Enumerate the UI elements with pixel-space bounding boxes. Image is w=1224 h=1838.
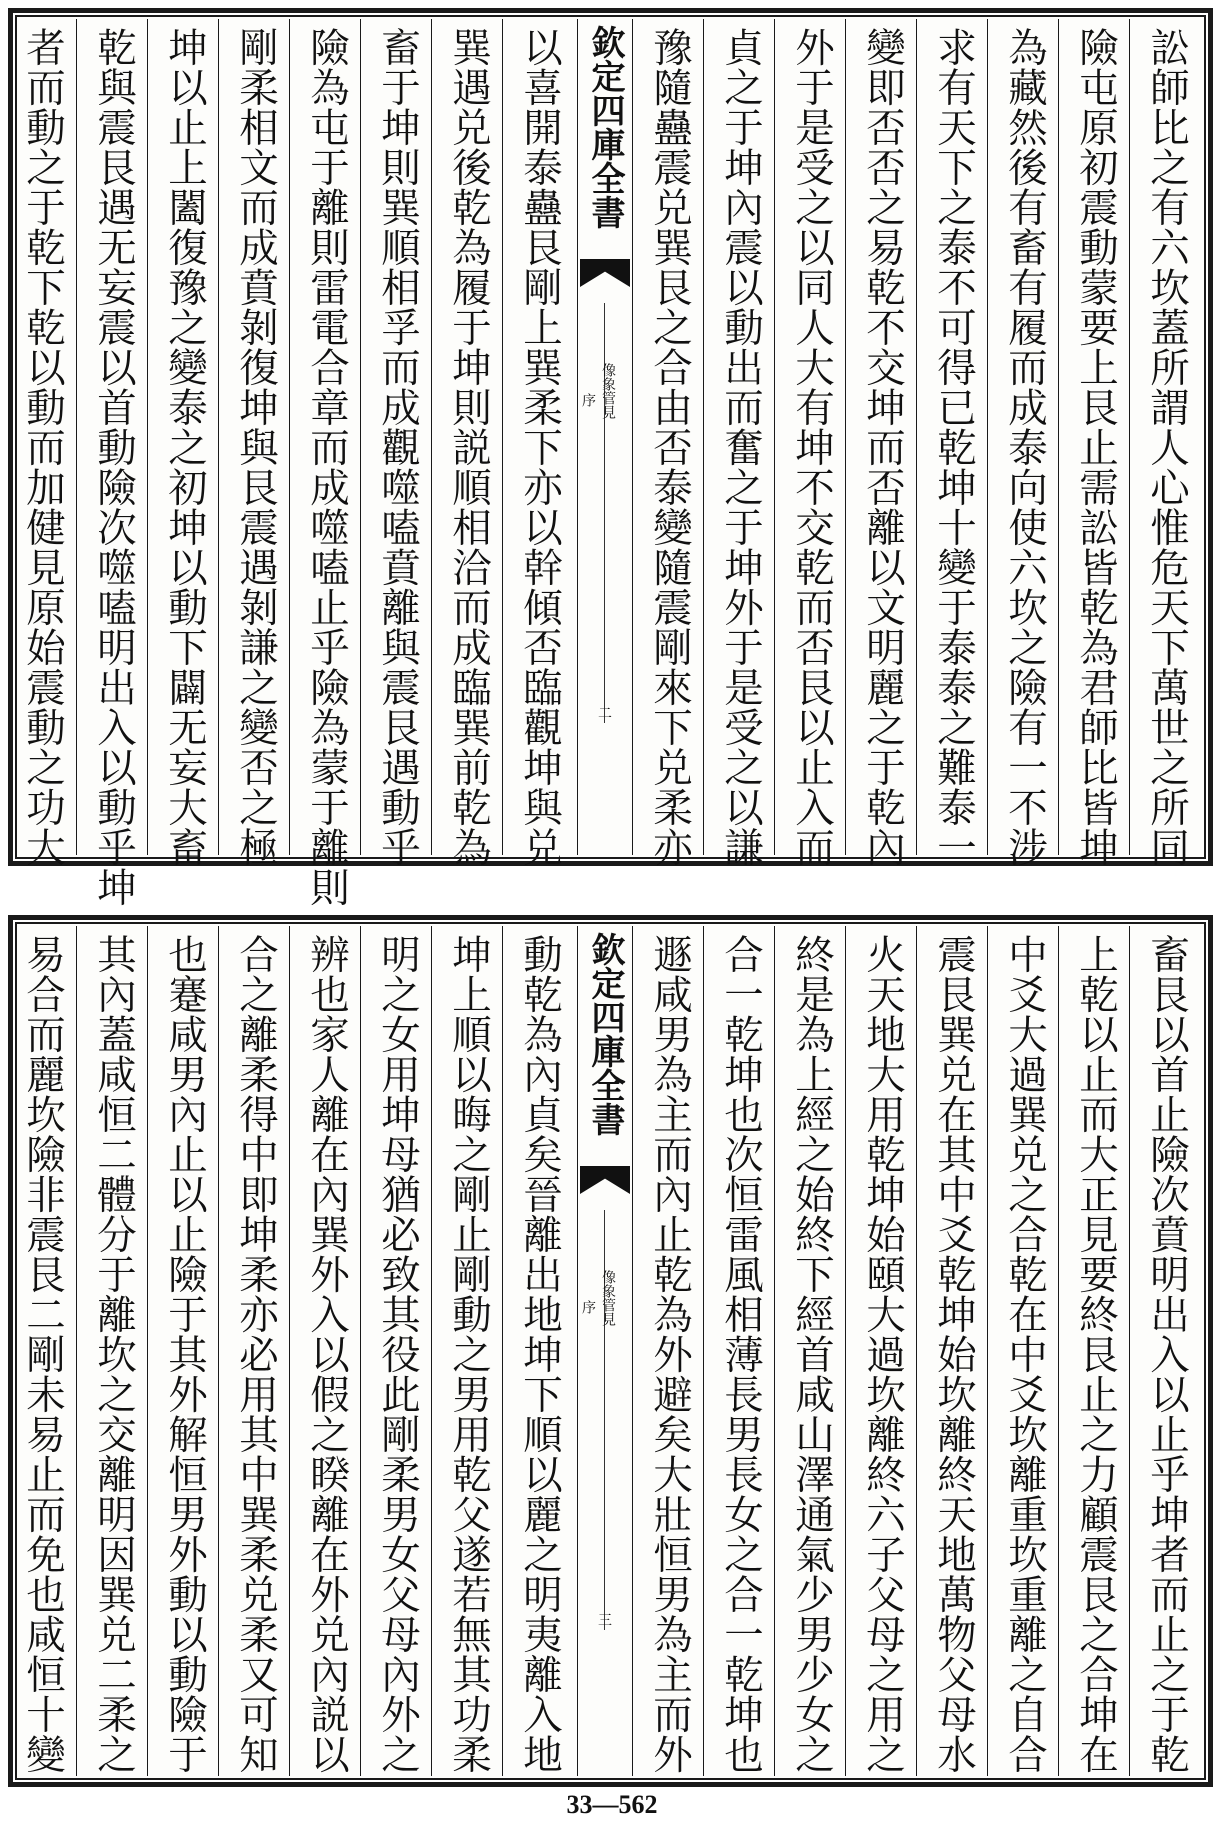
column-rule [774,19,775,855]
text-column: 易合而麗坎險非震艮二剛未易止而免也咸恒十變 [20,934,66,1774]
column-rule [218,19,219,855]
section-title: 像象管見 [600,363,616,419]
text-column: 訟師比之有六坎蓋所謂人心惟危天下萬世之所同 [1144,27,1190,867]
text-column: 辨也家人離在內巽外入以假之睽離在外兑內説以 [304,934,350,1774]
text-column: 者而動之于乾下乾以動而加健見原始震動之功大 [20,27,66,867]
text-column: 以喜開泰蠱艮剛上巽柔下亦以幹傾否臨觀坤與兑 [517,27,563,867]
column-rule [703,926,704,1776]
column-rule [1058,926,1059,1776]
column-rule [916,19,917,855]
column-rule [1129,19,1130,855]
text-column: 震艮巽兑在其中爻乾坤始坎離終天地萬物父母水 [931,934,977,1774]
bottom-page-panel [8,915,1213,1787]
column-rule [987,19,988,855]
top-page-panel [8,8,1213,907]
text-column: 上乾以止而大正見要終艮止之力顧震艮之合坤在 [1073,934,1119,1774]
text-column: 遯咸男為主而內止乾為外避矣大壯恒男為主而外 [647,934,693,1774]
text-column: 貞之于坤內震以動出而奮之于坤外于是受之以謙 [718,27,764,867]
column-rule [577,926,578,1776]
text-column: 坤以止上闔復豫之變泰之初坤以動下闢无妄大畜 [162,27,208,867]
column-rule [916,926,917,1776]
chapter-label: 序 [580,1300,596,1314]
fishtail-mark [580,259,630,287]
text-column: 畜艮以首止險次賁明出入以止乎坤者而止之于乾 [1144,934,1190,1774]
text-column: 變即否否之易乾不交坤而否離以文明麗之于乾內 [860,27,906,867]
text-column: 畜于坤則巽順相孚而成觀噬嗑賁離與震艮遇動乎 [375,27,421,867]
column-rule [845,19,846,855]
text-column: 火天地大用乾坤始頤大過坎離終六子父母之用之 [860,934,906,1774]
column-rule [289,19,290,855]
column-rule [431,926,432,1776]
page-number: 33—562 [566,1790,658,1819]
column-rule [1129,926,1130,1776]
text-column: 也蹇咸男內止以止險于其外解恒男外動以動險于 [162,934,208,1774]
column-rule [147,926,148,1776]
column-rule [218,926,219,1776]
text-column: 合一乾坤也次恒雷風相薄長男長女之合一乾坤也 [718,934,764,1774]
column-rule [502,19,503,855]
text-column: 為藏然後有畜有履而成泰向使六坎之險有一不涉 [1002,27,1048,867]
text-column: 豫隨蠱震兑巽艮之合由否泰變隨震剛來下兑柔亦 [647,27,693,867]
column-rule [502,926,503,1776]
column-rule [577,19,578,855]
text-column: 合之離柔得中即坤柔亦必用其中巽柔兑柔又可知 [233,934,279,1774]
column-rule [845,926,846,1776]
leaf-number: 三 [598,1613,612,1629]
column-rule [76,926,77,1776]
text-column: 巽遇兑後乾為履于坤則説順相洽而成臨巽前乾為 [446,27,492,867]
column-rule [431,19,432,855]
column-rule [987,926,988,1776]
book-title: 欽定四庫全書 [585,25,625,229]
center-gutter [578,920,632,1782]
column-rule [703,19,704,855]
fishtail-mark [580,1166,630,1194]
column-rule [632,19,633,855]
chapter-label: 序 [580,393,596,407]
column-rule [147,19,148,855]
text-column: 終是為上經之始終下經首咸山澤通氣少男少女之 [789,934,835,1774]
center-gutter [578,13,632,861]
text-column: 坤上順以晦之剛止剛動之男用乾父遂若無其功柔 [446,934,492,1774]
section-title: 像象管見 [600,1270,616,1326]
text-column: 其內蓋咸恒二體分于離坎之交離明因巽兑二柔之 [91,934,137,1774]
column-rule [289,926,290,1776]
column-rule [76,19,77,855]
column-rule [360,19,361,855]
text-column: 動乾為內貞矣晉離出地坤下順以麗之明夷離入地 [517,934,563,1774]
text-column: 險屯原初震動蒙要上艮止需訟皆乾為君師比皆坤 [1073,27,1119,867]
text-column: 明之女用坤母猶必致其役此剛柔男女父母內外之 [375,934,421,1774]
text-column: 乾與震艮遇无妄震以首動險次噬嗑明出入以動乎坤 [91,27,137,907]
text-column: 外于是受之以同人大有坤不交乾而否艮以止入而 [789,27,835,867]
text-column: 險為屯于離則雷電合章而成噬嗑止乎險為蒙于離則 [304,27,350,907]
leaf-number: 二 [598,706,612,722]
text-column: 求有天下之泰不可得已乾坤十變于泰泰之難泰一 [931,27,977,867]
text-column: 中爻大過巽兑之合乾在中爻坎離重坎重離之自合 [1002,934,1048,1774]
column-rule [632,926,633,1776]
column-rule [1058,19,1059,855]
column-rule [360,926,361,1776]
column-rule [774,926,775,1776]
text-column: 剛柔相文而成賁剝復坤與艮震遇剝謙之變否之極 [233,27,279,867]
book-title: 欽定四庫全書 [585,932,625,1136]
